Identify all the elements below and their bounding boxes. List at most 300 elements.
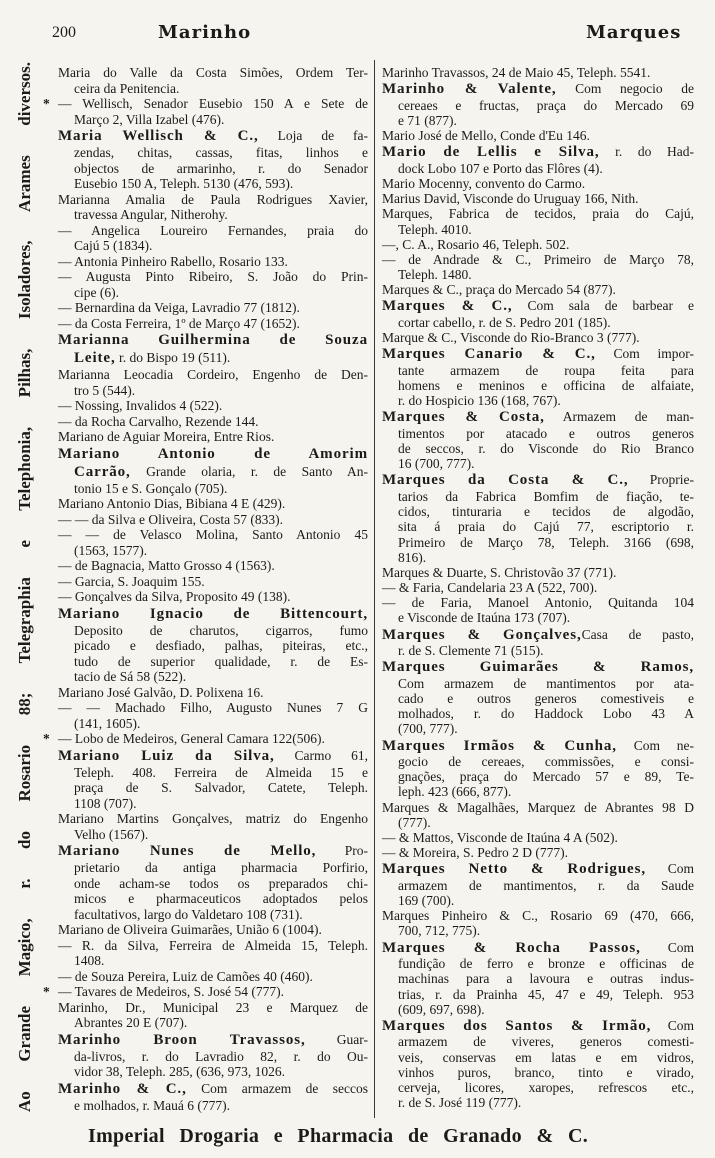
entry-name-bold: Marques Canario & C., bbox=[382, 346, 596, 363]
entry-text: Mario Mocenny, convento do Carmo. bbox=[382, 175, 586, 191]
directory-entry bbox=[58, 65, 368, 96]
left-column bbox=[43, 65, 368, 1113]
entry-text: dock Lobo 107 e Porto das Flôres (4). bbox=[398, 160, 603, 176]
directory-entry bbox=[58, 605, 368, 685]
entry-line bbox=[382, 754, 694, 769]
entry-text: — — Machado Filho, Augusto Nunes 7 G bbox=[58, 700, 368, 715]
entry-text: Mariano José Galvão, D. Polixena 16. bbox=[58, 684, 264, 700]
entry-line bbox=[382, 161, 694, 176]
directory-entry bbox=[58, 574, 368, 590]
entry-line bbox=[382, 971, 694, 986]
entry-line bbox=[58, 127, 368, 145]
entry-line bbox=[58, 574, 368, 590]
entry-line bbox=[58, 796, 368, 812]
entry-text: — & Moreira, S. Pedro 2 D (777). bbox=[382, 845, 568, 861]
entry-text: homens e meninos e officina de alfaiate, bbox=[398, 378, 694, 393]
entry-text: — de Bagnacia, Matto Grosso 4 (1563). bbox=[58, 558, 275, 573]
entry-line bbox=[58, 780, 368, 796]
entry-marker: * bbox=[43, 96, 50, 111]
entry-text: 816). bbox=[398, 549, 427, 565]
entry-line bbox=[58, 938, 368, 954]
entry-text: — de Souza Pereira, Luiz de Camões 40 (460). bbox=[58, 968, 313, 984]
entry-text: Teleph. 1480. bbox=[398, 267, 472, 283]
directory-entry bbox=[382, 908, 694, 938]
footer-advertisement: Imperial Drogaria e Pharmacia de Granado & C. bbox=[88, 1125, 588, 1147]
entry-text: — de Andrade & C., Primeiro de Março 78, bbox=[382, 251, 694, 267]
entry-text: armazem de mantimentos, r. da Saude bbox=[398, 877, 694, 893]
directory-entry bbox=[58, 558, 368, 574]
entry-name-bold: Marques & C., bbox=[382, 298, 513, 315]
entry-line bbox=[382, 784, 694, 799]
entry-line bbox=[43, 96, 368, 112]
entry-line bbox=[382, 658, 694, 676]
entry-text: cereaes e fructas, praça do Mercado 69 bbox=[398, 97, 694, 113]
entry-text: Casa de pasto, bbox=[581, 626, 694, 642]
directory-entry bbox=[58, 811, 368, 842]
entry-text: Marques & Magalhães, Marquez de Abrantes 98 D bbox=[382, 799, 694, 815]
entry-text: — Nossing, Invalidos 4 (522). bbox=[58, 398, 223, 413]
directory-entry bbox=[382, 330, 694, 345]
entry-line bbox=[382, 1050, 694, 1065]
entry-line bbox=[382, 535, 694, 550]
entry-text: tudo de superior qualidade, r. de Es- bbox=[74, 653, 368, 669]
entry-text: Proprie- bbox=[628, 472, 694, 488]
entry-line bbox=[58, 1064, 368, 1080]
entry-text: de seccos, r. do Visconde do Rio Branco bbox=[398, 441, 694, 457]
entry-text: 700, 712, 775). bbox=[398, 923, 481, 939]
entry-text: Maria do Valle da Costa Simões, Ordem Ter- bbox=[58, 65, 368, 80]
entry-line bbox=[382, 676, 694, 691]
directory-entry bbox=[58, 223, 368, 254]
directory-entry bbox=[58, 922, 368, 938]
entry-text: — Gonçalves da Silva, Proposito 49 (138). bbox=[58, 589, 291, 604]
entry-line bbox=[382, 769, 694, 784]
entry-text: Com ne- bbox=[616, 737, 694, 753]
entry-line bbox=[58, 891, 368, 907]
entry-line bbox=[58, 1080, 368, 1098]
entry-text: — Tavares de Medeiros, S. José 54 (777). bbox=[58, 984, 285, 999]
entry-name-bold: Mariano Ignacio de Bittencourt, bbox=[58, 605, 368, 622]
entry-text: Marianna Amalia de Paula Rodrigues Xavier, bbox=[58, 191, 368, 207]
entry-text: Mariano Antonio Dias, Bibiana 4 E (429). bbox=[58, 496, 286, 511]
entry-line bbox=[382, 282, 694, 297]
entry-text: Marianna Leocadia Cordeiro, Engenho de Den- bbox=[58, 367, 368, 382]
page-number: 200 bbox=[52, 24, 76, 41]
entry-text: tonio 15 e S. Gonçalo (705). bbox=[74, 480, 228, 496]
entry-line bbox=[58, 512, 368, 528]
entry-line bbox=[58, 496, 368, 512]
entry-line bbox=[58, 589, 368, 605]
entry-line bbox=[382, 441, 694, 456]
entry-text: armazem de viveres, generos comesti- bbox=[398, 1034, 694, 1050]
entry-line bbox=[382, 550, 694, 565]
directory-entry bbox=[58, 300, 368, 316]
entry-name-bold: Marianna Guilhermina de Souza bbox=[58, 332, 368, 348]
directory-entry bbox=[382, 471, 694, 564]
entry-text: Mariano de Aguiar Moreira, Entre Rios. bbox=[58, 429, 275, 444]
directory-entry bbox=[58, 316, 368, 332]
entry-text: da-livros, r. do Lavradio 82, r. do Ou- bbox=[74, 1048, 368, 1064]
entry-name-bold: Marques & Gonçalves, bbox=[382, 626, 582, 643]
directory-entry bbox=[382, 252, 694, 282]
entry-line bbox=[382, 237, 694, 252]
entry-name-bold: Marques & Costa, bbox=[382, 409, 545, 426]
entry-text: Marque & C., Visconde do Rio-Branco 3 (777). bbox=[382, 330, 640, 346]
entry-line bbox=[58, 367, 368, 383]
entry-line bbox=[382, 363, 694, 378]
entry-line bbox=[382, 1034, 694, 1049]
entry-name-bold: Marques Guimarães & Ramos, bbox=[382, 659, 694, 676]
entry-text: onde acham-se todos os preparados chi- bbox=[74, 875, 368, 891]
entry-text: facultativos, largo do Valdetaro 108 (731). bbox=[74, 906, 303, 922]
directory-entry bbox=[382, 206, 694, 236]
entry-text: fundição de ferro e bronze e officinas de bbox=[398, 956, 694, 972]
entry-text: Cajú 5 (1834). bbox=[74, 238, 153, 253]
entry-line bbox=[58, 445, 368, 463]
directory-entry bbox=[382, 143, 694, 176]
entry-text: vidor 38, Teleph. 285, (636, 973, 1026. bbox=[74, 1064, 286, 1079]
entry-line bbox=[382, 128, 694, 143]
directory-entry bbox=[58, 969, 368, 985]
entry-line bbox=[58, 238, 368, 254]
directory-entry bbox=[43, 984, 368, 1000]
entry-text: 1408. bbox=[74, 953, 105, 968]
entry-line bbox=[382, 315, 694, 330]
entry-text: Deposito de charutos, cigarros, fumo bbox=[74, 622, 368, 638]
entry-line bbox=[58, 860, 368, 876]
entry-line bbox=[382, 737, 694, 755]
entry-text: Março 2, Villa Izabel (476). bbox=[74, 111, 225, 127]
directory-entry bbox=[58, 842, 368, 922]
entry-line bbox=[58, 654, 368, 670]
entry-line bbox=[382, 908, 694, 923]
entry-text: r. de S. Clemente 71 (515). bbox=[398, 643, 544, 659]
entry-name-bold: Marinho & Valente, bbox=[382, 81, 557, 98]
entry-line bbox=[382, 1002, 694, 1017]
entry-line bbox=[382, 610, 694, 625]
entry-text: — & Faria, Candelaria 23 A (522, 700). bbox=[382, 580, 598, 596]
entry-text: (777). bbox=[398, 814, 431, 830]
entry-text: r. do Bispo 19 (511). bbox=[115, 350, 231, 365]
right-column bbox=[382, 65, 694, 1110]
entry-line bbox=[382, 408, 694, 426]
entry-text: Marques & C., praça do Mercado 54 (877). bbox=[382, 282, 616, 298]
entry-line bbox=[58, 1031, 368, 1049]
entry-text: —, C. A., Rosario 46, Teleph. 502. bbox=[382, 236, 570, 252]
entry-line bbox=[382, 860, 694, 878]
entry-line bbox=[58, 685, 368, 701]
running-head-right: Marques bbox=[586, 22, 682, 43]
column-divider bbox=[374, 60, 375, 1118]
entry-line bbox=[382, 580, 694, 595]
entry-line bbox=[382, 1080, 694, 1095]
entry-line bbox=[382, 330, 694, 345]
entry-line bbox=[58, 176, 368, 192]
entry-text: e molhados, r. Mauá 6 (777). bbox=[74, 1097, 230, 1113]
entry-line bbox=[382, 691, 694, 706]
entry-text: Eusebio 150 A, Teleph. 5130 (476, 593). bbox=[74, 176, 294, 191]
entry-text: cerveja, licores, xaropes, refrescos etc., bbox=[398, 1079, 694, 1095]
entry-line bbox=[382, 393, 694, 408]
entry-text: gnações, praça do Mercado 57 e 89, Te- bbox=[398, 769, 694, 785]
entry-text: — de Faria, Manoel Antonio, Quitanda 104 bbox=[382, 595, 694, 611]
entry-line bbox=[382, 893, 694, 908]
entry-text: Com bbox=[640, 939, 694, 955]
entry-text: tro 5 (544). bbox=[74, 382, 136, 398]
entry-name-bold: Mariano Nunes de Mello, bbox=[58, 843, 317, 859]
entry-text: cortar cabello, r. de S. Pedro 201 (185). bbox=[398, 314, 611, 330]
entry-line bbox=[58, 700, 368, 716]
entry-name-bold: Marques Irmãos & Cunha, bbox=[382, 737, 617, 754]
entry-name-bold: Maria Wellisch & C., bbox=[58, 128, 259, 144]
entry-line bbox=[58, 543, 368, 559]
entry-line bbox=[58, 1015, 368, 1031]
entry-line bbox=[382, 471, 694, 489]
entry-text: cidos, tinturaria e tecidos de algodão, bbox=[398, 504, 694, 520]
entry-line bbox=[382, 565, 694, 580]
entry-line bbox=[58, 414, 368, 430]
entry-text: Teleph. 408. Ferreira de Almeida 15 e bbox=[74, 764, 368, 780]
entry-text: r. do Had- bbox=[599, 144, 694, 160]
entry-line bbox=[58, 331, 368, 349]
entry-text: Velho (1567). bbox=[74, 826, 149, 842]
entry-text: Marques Pinheiro & C., Rosario 69 (470, 666, bbox=[382, 908, 694, 924]
entry-text: machinas para a lavoura e outras indus- bbox=[398, 971, 694, 987]
entry-line bbox=[382, 456, 694, 471]
entry-line bbox=[382, 297, 694, 315]
entry-text: — Wellisch, Senador Eusebio 150 A e Sete de bbox=[58, 96, 368, 111]
entry-text: — R. da Silva, Ferreira de Almeida 15, Teleph. bbox=[58, 937, 368, 953]
entry-text: Mario José de Mello, Conde d'Eu 146. bbox=[382, 128, 590, 144]
entry-text: Com negocio de bbox=[556, 81, 694, 97]
directory-entry bbox=[58, 685, 368, 701]
directory-entry bbox=[382, 845, 694, 860]
entry-text: Com sala de barbear e bbox=[512, 298, 694, 314]
directory-entry bbox=[382, 860, 694, 908]
entry-line bbox=[58, 747, 368, 765]
entry-text: Mariano de Oliveira Guimarães, União 6 (1004). bbox=[58, 922, 322, 937]
entry-line bbox=[58, 842, 368, 860]
entry-text: Marques, Fabrica de tecidos, praia do Cajú, bbox=[382, 206, 694, 222]
entry-text: praça de S. Salvador, Catete, Teleph. bbox=[74, 780, 368, 795]
entry-text: trias, r. da Prainha 45, 47 e 49, Teleph. 953 bbox=[398, 986, 694, 1002]
entry-text: (700, 777). bbox=[398, 721, 458, 737]
entry-text: tante armazem de roupa feita para bbox=[398, 362, 694, 378]
entry-name-bold: Mariano Antonio de Amorim bbox=[58, 445, 368, 462]
entry-line bbox=[58, 207, 368, 223]
entry-line bbox=[382, 595, 694, 610]
entry-line bbox=[58, 716, 368, 732]
entry-line bbox=[382, 98, 694, 113]
entry-line bbox=[382, 206, 694, 221]
entry-text: tarios da Fabrica Bomfim de fiação, te- bbox=[398, 488, 694, 504]
entry-text: vinhos puros, branco, tinto e virado, bbox=[398, 1064, 694, 1080]
entry-text: Marques & Duarte, S. Christovão 37 (771). bbox=[382, 564, 617, 580]
entry-text: 169 (700). bbox=[398, 893, 455, 909]
entry-line bbox=[58, 623, 368, 639]
entry-line bbox=[58, 269, 368, 285]
directory-entry bbox=[382, 658, 694, 736]
directory-entry bbox=[382, 282, 694, 297]
entry-text: molhados, r. do Haddock Lobo 43 A bbox=[398, 706, 694, 722]
entry-line bbox=[58, 300, 368, 316]
entry-line bbox=[382, 378, 694, 393]
entry-text: Pro- bbox=[316, 843, 368, 858]
directory-entry bbox=[43, 96, 368, 127]
entry-line bbox=[58, 605, 368, 623]
entry-text: Com armazem de mantimentos por ata- bbox=[398, 675, 694, 691]
entry-line bbox=[382, 706, 694, 721]
entry-line bbox=[382, 1017, 694, 1035]
entry-line bbox=[43, 731, 368, 747]
entry-line bbox=[58, 429, 368, 445]
entry-line bbox=[382, 845, 694, 860]
entry-name-bold: Marques & Rocha Passos, bbox=[382, 939, 641, 956]
directory-entry bbox=[382, 345, 694, 408]
entry-text: — & Mattos, Visconde de Itaúna 4 A (502). bbox=[382, 830, 618, 845]
entry-line bbox=[382, 191, 694, 206]
directory-entry bbox=[58, 127, 368, 192]
directory-entry bbox=[58, 269, 368, 300]
entry-name-bold: Leite, bbox=[74, 350, 116, 366]
entry-line bbox=[382, 504, 694, 519]
entry-text: micos e pharmaceuticos adoptados pelos bbox=[74, 891, 368, 906]
entry-text: Armazem de man- bbox=[544, 409, 694, 425]
entry-text: prietario da antiga pharmacia Porfirio, bbox=[74, 860, 368, 875]
entry-text: leph. 423 (666, 877). bbox=[398, 784, 512, 800]
directory-entry bbox=[58, 1080, 368, 1114]
entry-name-bold: Marinho Broon Travassos, bbox=[58, 1031, 306, 1048]
entry-line bbox=[382, 815, 694, 830]
entry-line bbox=[58, 638, 368, 654]
entry-line bbox=[382, 643, 694, 658]
entry-line bbox=[382, 143, 694, 161]
entry-name-bold: Marques da Costa & C., bbox=[382, 472, 629, 489]
entry-line bbox=[382, 626, 694, 644]
entry-line bbox=[58, 112, 368, 128]
entry-line bbox=[58, 1098, 368, 1114]
directory-entry bbox=[58, 527, 368, 558]
entry-text: cipe (6). bbox=[74, 284, 119, 300]
entry-text: — Garcia, S. Joaquim 155. bbox=[58, 573, 205, 589]
entry-line bbox=[58, 953, 368, 969]
entry-text: Com bbox=[646, 861, 695, 877]
entry-text: e 71 (877). bbox=[398, 112, 457, 128]
entry-text: veis, conservas em latas e em vidros, bbox=[398, 1049, 694, 1065]
entry-line bbox=[58, 558, 368, 574]
entry-line bbox=[58, 969, 368, 985]
entry-text: — Bernardina da Veiga, Lavradio 77 (1812). bbox=[58, 300, 300, 315]
directory-entry bbox=[382, 1017, 694, 1110]
entry-text: — da Rocha Carvalho, Rezende 144. bbox=[58, 413, 259, 429]
directory-entry bbox=[382, 800, 694, 830]
entry-line bbox=[382, 1095, 694, 1110]
entry-line bbox=[58, 81, 368, 97]
entry-line bbox=[43, 984, 368, 1000]
entry-text: r. do Hospicio 136 (168, 767). bbox=[398, 393, 561, 409]
entry-text: — — de Velasco Molina, Santo Antonio 45 bbox=[58, 527, 368, 542]
entry-name-bold: Marques Netto & Rodrigues, bbox=[382, 861, 647, 878]
entry-text: zendas, chitas, cassas, fitas, linhos e bbox=[74, 145, 368, 160]
entry-line bbox=[382, 956, 694, 971]
entry-name-bold: Carrão, bbox=[74, 463, 131, 480]
directory-entry bbox=[382, 80, 694, 128]
entry-line bbox=[58, 316, 368, 332]
entry-text: r. de S. José 119 (777). bbox=[398, 1095, 522, 1111]
directory-entry bbox=[58, 192, 368, 223]
entry-text: Com armazem de seccos bbox=[186, 1080, 368, 1096]
directory-entry bbox=[382, 191, 694, 206]
directory-entry bbox=[58, 700, 368, 731]
entry-text: tacio de Sá 58 (522). bbox=[74, 669, 187, 684]
directory-entry bbox=[43, 731, 368, 747]
entry-line bbox=[58, 481, 368, 497]
entry-text: Teleph. 4010. bbox=[398, 221, 472, 237]
entry-line bbox=[58, 907, 368, 923]
entry-text: (609, 697, 698). bbox=[398, 1001, 485, 1017]
entry-line bbox=[58, 145, 368, 161]
directory-entry bbox=[58, 414, 368, 430]
entry-text: — Lobo de Medeiros, General Camara 122(506). bbox=[58, 731, 325, 746]
entry-line bbox=[58, 383, 368, 399]
entry-line bbox=[58, 65, 368, 81]
directory-entry bbox=[58, 496, 368, 512]
entry-text: (141, 1605). bbox=[74, 715, 141, 731]
entry-text: picado e desfiado, palhas, piteiras, etc., bbox=[74, 638, 368, 653]
entry-text: objectos de armarinho, r. do Senador bbox=[74, 160, 368, 176]
entry-line bbox=[382, 721, 694, 736]
side-advertisement: Ao Grande Magico, r. do Rosario 88; Telegraphia e Telephonia, Pilhas, Isoladores, Arames diversos. bbox=[15, 62, 34, 1112]
directory-entry bbox=[382, 237, 694, 252]
directory-entry bbox=[382, 595, 694, 625]
entry-text: (1563, 1577). bbox=[74, 542, 148, 558]
entry-text: Marius David, Visconde do Uruguay 166, Nith. bbox=[382, 191, 639, 207]
entry-line bbox=[382, 113, 694, 128]
entry-text: Abrantes 20 E (707). bbox=[74, 1015, 188, 1030]
entry-line bbox=[382, 65, 694, 80]
directory-entry bbox=[58, 938, 368, 969]
directory-entry bbox=[58, 589, 368, 605]
entry-line bbox=[58, 1049, 368, 1065]
entry-text: — Antonia Pinheiro Rabello, Rosario 133. bbox=[58, 253, 288, 269]
entry-name-bold: Mariano Luiz da Silva, bbox=[58, 747, 275, 764]
entry-text: sita á praia do Cajú 77, escriptorio r. bbox=[398, 519, 694, 535]
entry-text: 16 (700, 777). bbox=[398, 456, 475, 472]
entry-text: e Visconde de Itaúna 173 (707). bbox=[398, 610, 571, 626]
entry-line bbox=[58, 827, 368, 843]
entry-line bbox=[58, 811, 368, 827]
entry-line bbox=[382, 426, 694, 441]
directory-entry bbox=[58, 1000, 368, 1031]
directory-entry bbox=[382, 297, 694, 330]
directory-entry bbox=[58, 254, 368, 270]
directory-entry bbox=[382, 565, 694, 580]
directory-entry bbox=[382, 408, 694, 471]
directory-entry bbox=[58, 747, 368, 812]
entry-text: Grande olaria, r. de Santo An- bbox=[130, 463, 368, 479]
directory-entry bbox=[382, 580, 694, 595]
entry-text: Com impor- bbox=[595, 346, 694, 362]
directory-entry bbox=[58, 367, 368, 398]
entry-line bbox=[58, 876, 368, 892]
directory-entry bbox=[382, 176, 694, 191]
entry-line bbox=[382, 878, 694, 893]
entry-text: — — da Silva e Oliveira, Costa 57 (833). bbox=[58, 511, 283, 527]
entry-line bbox=[58, 1000, 368, 1016]
entry-line bbox=[58, 398, 368, 414]
entry-text: Marinho, Dr., Municipal 23 e Marquez de bbox=[58, 999, 368, 1015]
entry-text: gocio de cereaes, commissões, e consi- bbox=[398, 754, 694, 770]
